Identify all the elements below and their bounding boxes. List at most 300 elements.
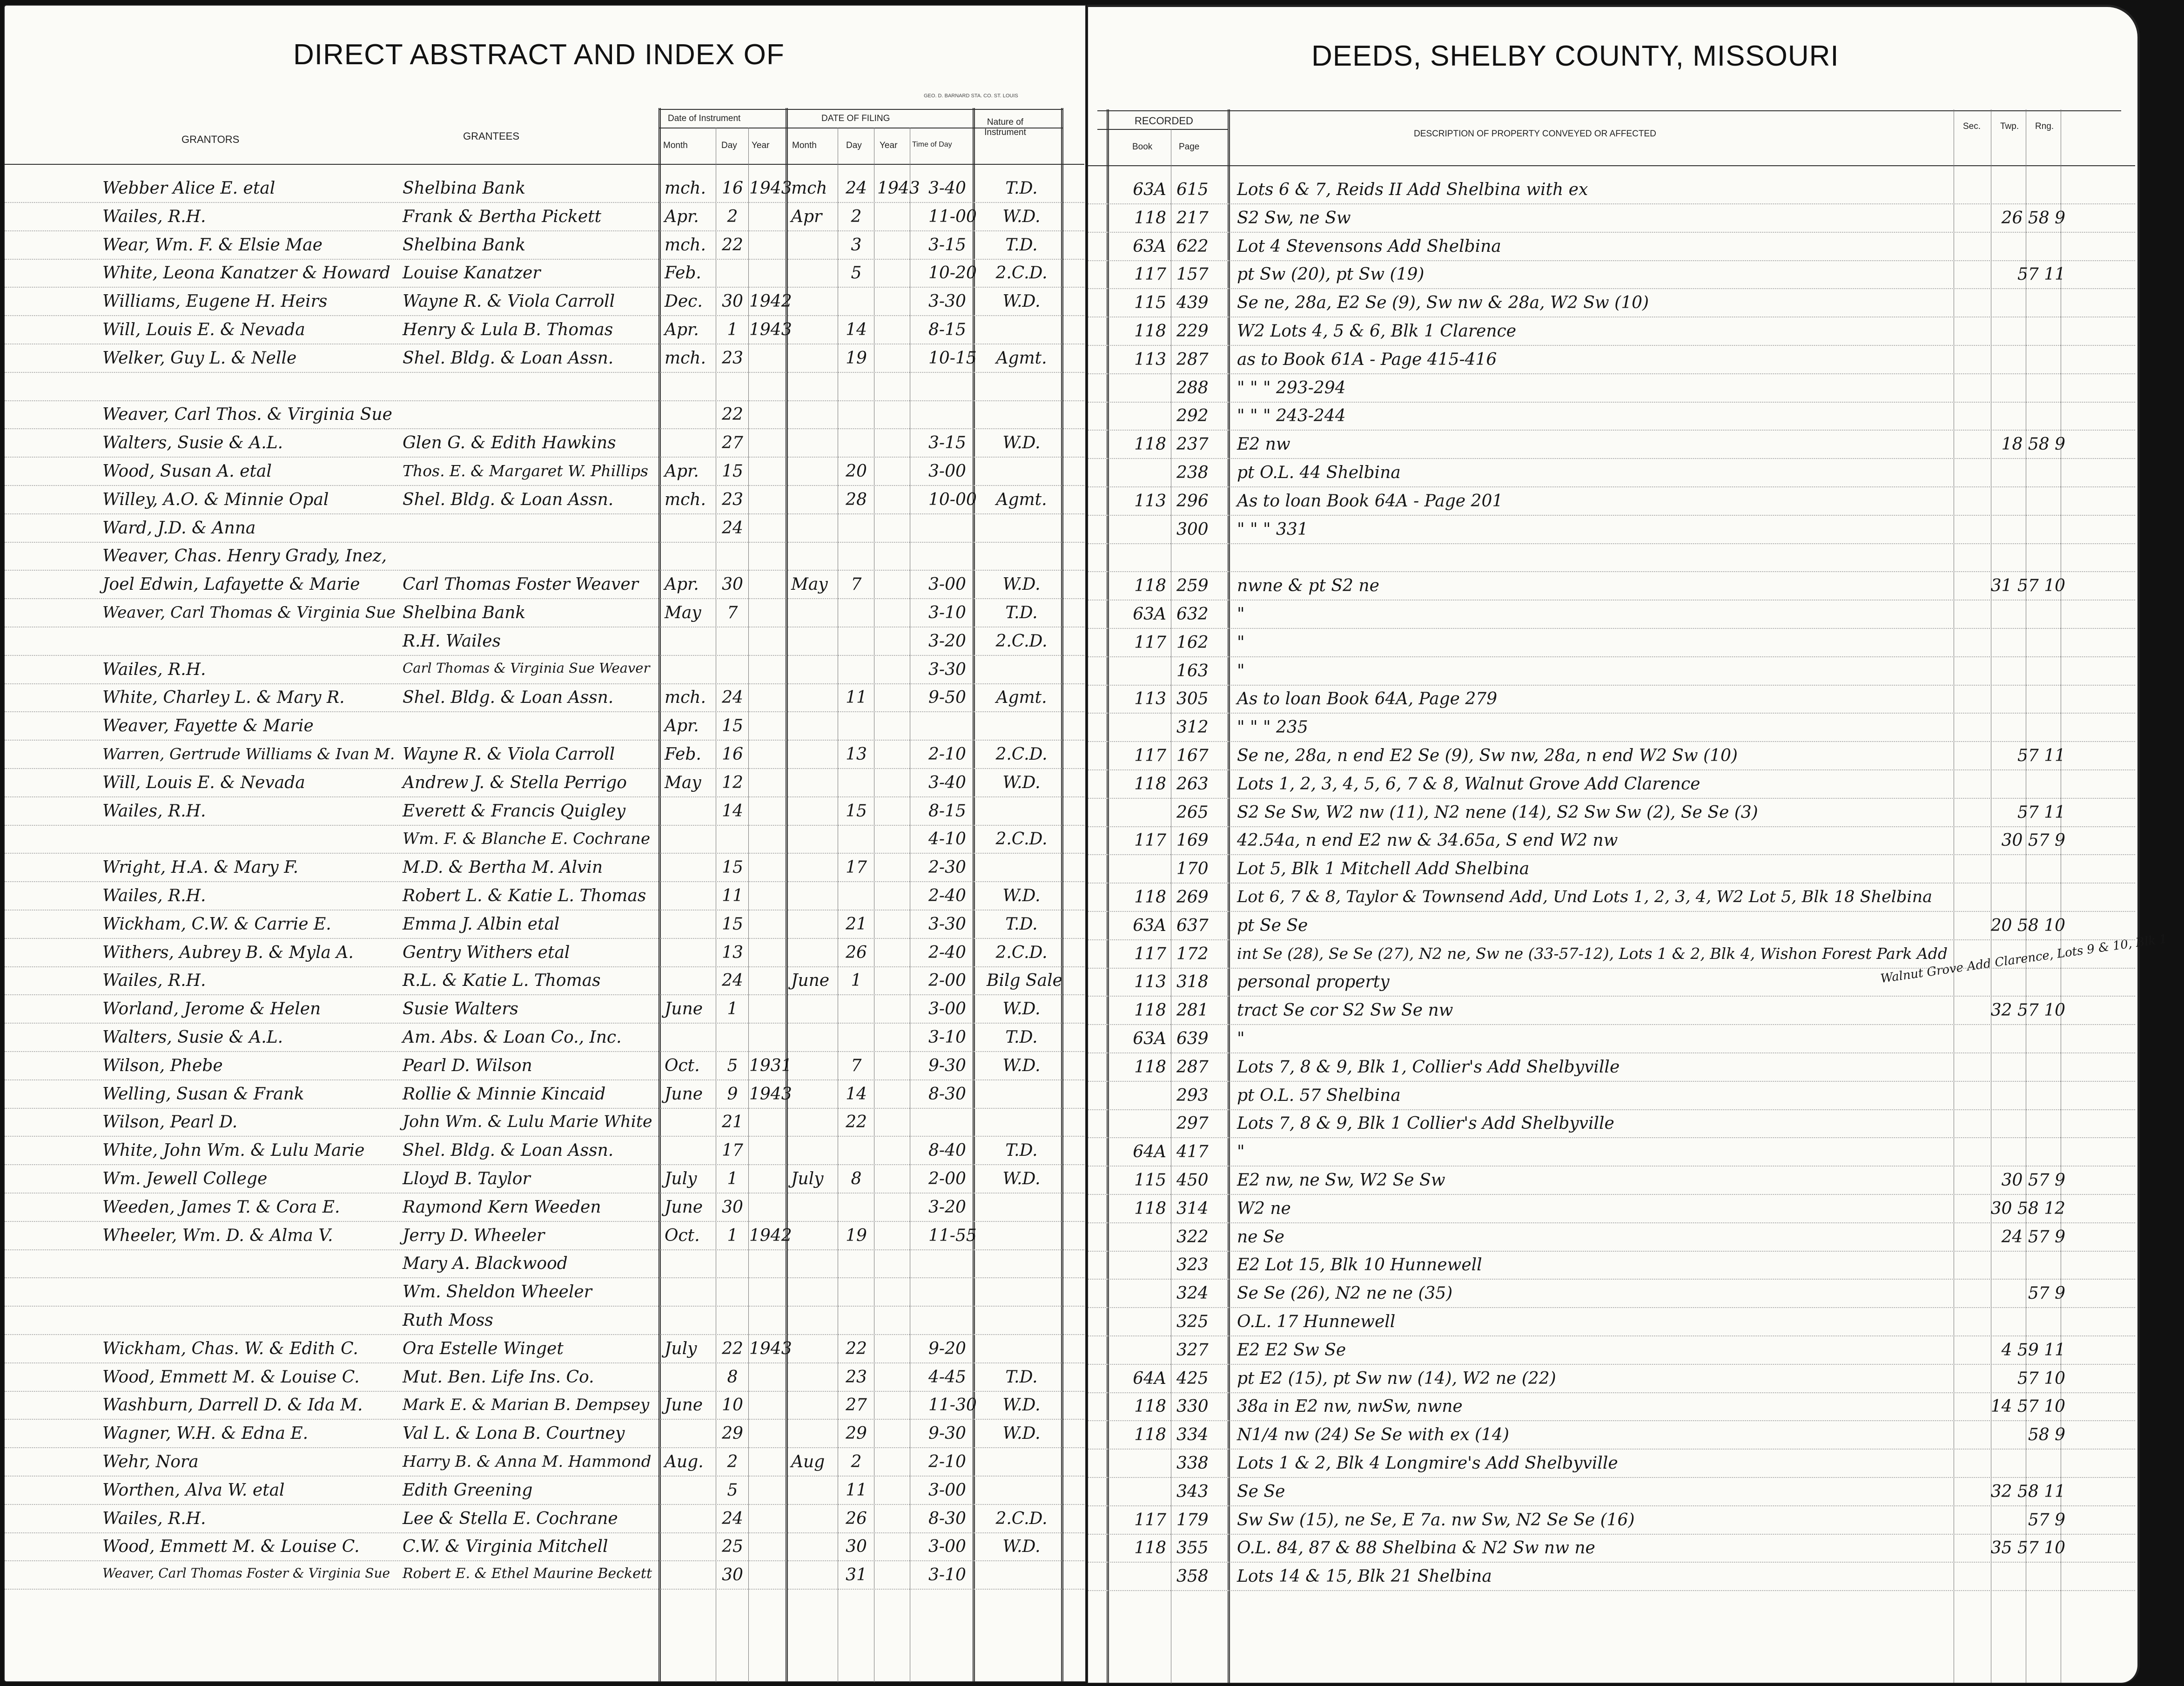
row-rule [5,570,1084,571]
row-rule [1088,1222,2135,1223]
row-rule [5,683,1084,684]
instrument-nature: W.D. [1002,1537,1041,1557]
row-rule [1088,458,2135,459]
grantee-name: Wm. F. & Blanche E. Cochrane [403,830,651,849]
grantor-name: Weaver, Chas. Henry Grady, Inez, [102,546,387,566]
sec-twp-rng: 32 58 11 [1990,1482,2065,1501]
grantor-name: Wailes, R.H. [102,886,206,905]
filing-time: 4-45 [928,1367,966,1387]
recorded-book: 113 [1134,350,1166,369]
row-rule [5,655,1084,656]
filing-time: 3-30 [928,660,966,679]
filing-day: 27 [846,1396,867,1415]
recorded-page: 217 [1176,208,1209,228]
recorded-book: 117 [1134,944,1166,964]
col-header-sec: Sec. [1963,121,1981,131]
col-header-month-1: Month [663,141,688,150]
filing-day: 19 [846,348,867,368]
instrument-day: 22 [722,405,743,425]
filing-time: 3-00 [928,999,966,1019]
property-description: E2 E2 Sw Se [1237,1340,1346,1360]
filing-day: 22 [846,1113,867,1132]
filing-day: 22 [846,1339,867,1358]
row-rule [1088,1194,2135,1195]
grantee-name: Louise Kanatzer [403,263,541,283]
instrument-month: June [665,1396,703,1415]
filing-day: 5 [851,263,862,283]
filing-time: 3-40 [928,179,966,198]
recorded-page: 287 [1176,1057,1209,1077]
row-rule [5,1277,1084,1278]
property-description: " " " 331 [1237,519,1308,539]
instrument-nature: Bilg Sale [987,971,1062,991]
instrument-month: May [665,603,701,622]
instrument-month: mch. [665,235,706,255]
property-description: Lot 5, Blk 1 Mitchell Add Shelbina [1237,859,1530,879]
col-header-nature: Nature of Instrument [984,117,1026,137]
recorded-page: 163 [1176,661,1209,681]
sec-twp-rng: 4 59 11 [2001,1340,2065,1360]
instrument-day: 12 [722,773,743,792]
grantee-name: Gentry Withers etal [403,943,570,962]
filing-day: 7 [851,1056,862,1075]
instrument-nature: W.D. [1002,1424,1041,1443]
grantor-name: Washburn, Darrell D. & Ida M. [102,1396,363,1415]
row-rule [5,1221,1084,1222]
instrument-day: 24 [722,1509,743,1528]
filing-day: 31 [846,1565,867,1585]
row-rule [5,542,1084,543]
filing-time: 8-15 [928,801,966,821]
row-rule [1088,713,2135,714]
recorded-page: 632 [1176,605,1209,624]
grantor-name: Weaver, Carl Thomas & Virginia Sue [102,603,396,622]
instrument-day: 1 [727,1169,738,1188]
recorded-page: 325 [1176,1312,1209,1331]
row-rule [5,315,1084,316]
filing-month: Aug [791,1452,825,1471]
instrument-nature: Agmt. [996,490,1047,509]
recorded-page: 355 [1176,1538,1209,1558]
row-rule [5,1108,1084,1109]
row-rule [1088,1081,2135,1082]
recorded-book: 117 [1134,746,1166,765]
filing-day: 30 [846,1537,867,1557]
row-rule [1088,769,2135,770]
property-description: ne Se [1237,1227,1284,1247]
row-rule [1088,1364,2135,1365]
sec-twp-rng: 20 58 10 [1990,916,2065,935]
instrument-month: June [665,1197,703,1217]
row-rule [1088,1307,2135,1308]
right-page [1087,5,2168,1684]
filing-time: 8-15 [928,320,966,339]
sec-twp-rng: 30 58 12 [1990,1199,2065,1218]
sec-twp-rng: 57 9 [2028,1284,2065,1303]
property-description: Lots 7, 8 & 9, Blk 1 Collier's Add Shelbyville [1237,1114,1614,1133]
row-rule [1088,402,2135,403]
grantor-name: Wickham, C.W. & Carrie E. [102,914,331,934]
recorded-book: 118 [1134,1199,1166,1218]
recorded-book: 63A [1133,605,1166,624]
grantor-name: Weaver, Carl Thomas Foster & Virginia Sue [102,1565,390,1581]
row-rule [5,711,1084,712]
property-description: pt Sw (20), pt Sw (19) [1237,265,1425,284]
instrument-nature: T.D. [1005,179,1038,198]
r-header-rule-top [1097,110,2121,111]
grantee-name: Everett & Francis Quigley [403,801,626,821]
instrument-day: 1 [727,999,738,1019]
printer-note: GEO. D. BARNARD STA. CO. ST. LOUIS [924,93,1018,99]
sec-twp-rng: 35 57 10 [1990,1538,2065,1558]
sec-twp-rng: 57 11 [2017,265,2065,284]
property-description: " [1237,661,1245,681]
recorded-page: 358 [1176,1567,1209,1586]
row-rule [1088,203,2135,204]
recorded-page: 269 [1176,888,1209,907]
property-description: 42.54a, n end E2 nw & 34.65a, S end W2 nw [1237,831,1618,850]
recorded-page: 338 [1176,1454,1209,1473]
recorded-book: 117 [1134,831,1166,850]
recorded-page: 639 [1176,1029,1209,1048]
grantor-name: Webber Alice E. etal [102,179,276,198]
filing-day: 14 [846,320,867,339]
row-rule [5,1023,1084,1024]
instrument-year: 1943 [749,179,792,198]
grantor-name: Wickham, Chas. W. & Edith C. [102,1339,358,1358]
sec-twp-rng: 24 57 9 [2001,1227,2065,1247]
property-description: personal property [1237,972,1390,992]
recorded-page: 263 [1176,774,1209,794]
property-description: Lot 6, 7 & 8, Taylor & Townsend Add, Und Lots 1, 2, 3, 4, W2 Lot 5, Blk 18 Shelbina [1237,888,1933,906]
grantor-name: Wehr, Nora [102,1452,199,1471]
grantor-name: White, Leona Kanatzer & Howard [102,263,390,283]
filing-month: Apr [791,207,822,226]
row-rule [1088,628,2135,629]
instrument-month: Oct. [665,1056,700,1075]
sec-twp-rng: 58 9 [2028,1425,2065,1445]
grantor-name: Wear, Wm. F. & Elsie Mae [102,235,323,255]
sec-twp-rng: 32 57 10 [1990,1001,2065,1020]
row-rule [5,796,1084,797]
grantee-name: Carl Thomas & Virginia Sue Weaver [403,660,650,676]
recorded-page: 170 [1176,859,1209,879]
instrument-nature: W.D. [1002,1169,1041,1188]
grantor-name: Weaver, Fayette & Marie [102,716,314,736]
filing-time: 8-30 [928,1509,966,1528]
sec-twp-rng: 14 57 10 [1990,1397,2065,1416]
row-rule [5,853,1084,854]
row-rule [5,1362,1084,1363]
col-header-page: Page [1179,142,1200,152]
row-rule [1088,260,2135,261]
filing-day: 7 [851,575,862,594]
recorded-book: 118 [1134,322,1166,341]
row-rule [1088,543,2135,544]
filing-day: 28 [846,490,867,509]
row-rule [5,513,1084,514]
filing-day: 11 [846,1480,867,1500]
recorded-book: 117 [1134,1510,1166,1530]
filing-day: 21 [846,914,867,934]
instrument-month: mch. [665,348,706,368]
recorded-page: 265 [1176,803,1209,822]
filing-time: 8-30 [928,1084,966,1104]
sec-twp-rng: 57 9 [2028,1510,2065,1530]
grantor-name: Joel Edwin, Lafayette & Marie [102,575,360,594]
recorded-page: 172 [1176,944,1209,964]
instrument-nature: 2.C.D. [995,943,1048,962]
recorded-book: 118 [1134,1397,1166,1416]
property-description: Lots 6 & 7, Reids II Add Shelbina with ex [1237,180,1588,199]
recorded-page: 450 [1176,1171,1209,1190]
instrument-nature: Agmt. [996,348,1047,368]
instrument-nature: 2.C.D. [995,745,1048,764]
instrument-day: 15 [722,858,743,877]
filing-time: 10-20 [928,263,977,283]
grantee-name: Robert L. & Katie L. Thomas [403,886,646,905]
filing-time: 2-00 [928,971,966,991]
grantor-name: Worthen, Alva W. etal [102,1480,285,1500]
filing-year: 1943 [877,179,920,198]
grantee-name: Rollie & Minnie Kincaid [403,1084,606,1104]
recorded-book: 113 [1134,972,1166,992]
property-description: S2 Sw, ne Sw [1237,208,1351,228]
instrument-month: June [665,1084,703,1104]
instrument-day: 29 [722,1424,743,1443]
row-rule [1088,1109,2135,1110]
row-rule [5,372,1084,373]
filing-time: 3-00 [928,1480,966,1500]
grantor-name: Willey, A.O. & Minnie Opal [102,490,329,509]
instrument-day: 30 [722,1565,743,1585]
recorded-book: 115 [1134,293,1166,313]
row-rule [5,259,1084,260]
instrument-nature: W.D. [1002,292,1041,311]
instrument-nature: 2.C.D. [995,1509,1048,1528]
instrument-day: 8 [727,1367,738,1387]
grantee-name: Wayne R. & Viola Carroll [403,745,615,764]
recorded-page: 259 [1176,576,1209,596]
r-header-rule-bottom [1088,165,2135,166]
row-rule [1088,232,2135,233]
col-header-month-2: Month [792,141,817,150]
recorded-book: 63A [1133,236,1166,256]
row-rule [1088,1590,2135,1591]
instrument-month: mch. [665,179,706,198]
row-rule [5,485,1084,486]
grantee-name: Henry & Lula B. Thomas [403,320,613,339]
row-rule [5,230,1084,231]
grantee-name: Ora Estelle Winget [403,1339,564,1358]
grantee-name: Harry B. & Anna M. Hammond [403,1452,652,1471]
row-rule [5,428,1084,429]
recorded-page: 238 [1176,463,1209,482]
row-rule [5,768,1084,769]
recorded-page: 296 [1176,491,1209,511]
grantor-name: Wilson, Phebe [102,1056,223,1075]
property-description: W2 Lots 4, 5 & 6, Blk 1 Clarence [1237,322,1516,341]
left-page [4,5,1086,1682]
filing-time: 9-30 [928,1056,966,1075]
instrument-month: Apr. [665,207,699,226]
recorded-book: 63A [1133,916,1166,935]
filing-time: 3-10 [928,603,966,622]
instrument-year: 1942 [749,292,792,311]
instrument-day: 10 [722,1396,743,1415]
sec-twp-rng: 31 57 10 [1990,576,2065,596]
instrument-day: 27 [722,433,743,453]
instrument-year: 1931 [749,1056,792,1075]
grantee-name: Mut. Ben. Life Ins. Co. [403,1367,594,1387]
grantee-name: R.L. & Katie L. Thomas [403,971,601,991]
instrument-month: Dec. [665,292,703,311]
property-description: " [1237,633,1245,652]
property-description: O.L. 84, 87 & 88 Shelbina & N2 Sw nw ne [1237,1538,1595,1558]
col-header-time: Time of Day [912,141,952,148]
filing-time: 9-30 [928,1424,966,1443]
sec-twp-rng: 18 58 9 [2001,435,2065,454]
grantee-name: Jerry D. Wheeler [403,1226,545,1245]
instrument-day: 15 [722,462,743,481]
filing-day: 20 [846,462,867,481]
grantor-name: Will, Louis E. & Nevada [102,773,305,792]
property-description: W2 ne [1237,1199,1291,1218]
recorded-book: 117 [1134,265,1166,284]
instrument-nature: W.D. [1002,1396,1041,1415]
grantor-name: Wilson, Pearl D. [102,1113,238,1132]
instrument-day: 5 [727,1056,738,1075]
col-header-grantors: GRANTORS [181,134,240,145]
filing-day: 24 [846,179,867,198]
recorded-page: 334 [1176,1425,1209,1445]
grantee-name: Shel. Bldg. & Loan Assn. [403,490,614,509]
instrument-month: Aug. [665,1452,704,1471]
row-rule [5,881,1084,882]
instrument-month: Apr. [665,462,699,481]
grantor-name: Wm. Jewell College [102,1169,268,1188]
recorded-page: 439 [1176,293,1209,313]
grantee-name: Shelbina Bank [403,179,526,198]
recorded-page: 312 [1176,718,1209,737]
instrument-nature: T.D. [1005,914,1038,934]
grantee-name: Mary A. Blackwood [403,1254,568,1274]
recorded-book: 118 [1134,1057,1166,1077]
property-description: pt O.L. 57 Shelbina [1237,1086,1401,1105]
grantee-name: Lloyd B. Taylor [403,1169,531,1188]
filing-month: mch [791,179,827,198]
row-rule [1088,1477,2135,1478]
col-header-year-1: Year [752,141,770,150]
grantor-name: Wood, Susan A. etal [102,462,272,481]
grantee-name: Glen G. & Edith Hawkins [403,433,616,453]
filing-time: 9-20 [928,1339,966,1358]
property-description: E2 nw [1237,435,1290,454]
row-rule [1088,1449,2135,1450]
col-header-rng: Rng. [2035,121,2054,131]
grantee-name: Edith Greening [403,1480,533,1500]
grantee-name: Robert E. & Ethel Maurine Beckett [403,1565,652,1582]
grantee-name: Ruth Moss [403,1311,493,1330]
grantor-name: Walters, Susie & A.L. [102,433,283,453]
row-rule [5,1249,1084,1250]
row-rule [5,1447,1084,1448]
row-rule [5,1560,1084,1561]
grantor-name: Wright, H.A. & Mary F. [102,858,299,877]
grantor-name: Wagner, W.H. & Edna E. [102,1424,309,1443]
recorded-page: 343 [1176,1482,1209,1501]
instrument-day: 9 [727,1084,738,1104]
instrument-day: 30 [722,1197,743,1217]
instrument-month: mch. [665,490,706,509]
instrument-day: 22 [722,1339,743,1358]
filing-time: 3-15 [928,433,966,453]
row-rule [5,1306,1084,1307]
filing-time: 3-00 [928,462,966,481]
filing-time: 3-30 [928,292,966,311]
row-rule [5,1391,1084,1392]
grantor-name: Wheeler, Wm. D. & Alma V. [102,1226,333,1245]
recorded-page: 322 [1176,1227,1209,1247]
row-rule [1088,515,2135,516]
instrument-nature: Agmt. [996,688,1047,708]
grantor-name: Welker, Guy L. & Nelle [102,348,297,368]
row-rule [5,1193,1084,1194]
instrument-day: 22 [722,235,743,255]
recorded-book: 118 [1134,1538,1166,1558]
grantor-name: Wood, Emmett M. & Louise C. [102,1367,360,1387]
recorded-page: 300 [1176,519,1209,539]
col-header-twp: Twp. [2000,121,2019,131]
instrument-nature: W.D. [1002,433,1041,453]
filing-day: 2 [851,1452,862,1471]
filing-time: 2-10 [928,745,966,764]
property-description: 38a in E2 nw, nwSw, nwne [1237,1397,1463,1416]
margin-note: Walnut Grove Add Clarence, Lots 9 & 10, Blk 1 [1879,931,2168,986]
property-description: pt O.L. 44 Shelbina [1237,463,1401,482]
filing-day: 23 [846,1367,867,1387]
recorded-page: 169 [1176,831,1209,850]
instrument-day: 13 [722,943,743,962]
filing-time: 8-40 [928,1141,966,1160]
filing-time: 2-40 [928,943,966,962]
instrument-nature: W.D. [1002,207,1041,226]
filing-time: 3-30 [928,914,966,934]
filing-day: 26 [846,1509,867,1528]
filing-month: May [791,575,828,594]
grantee-name: Thos. E. & Margaret W. Phillips [403,462,648,480]
row-rule [1088,685,2135,686]
instrument-day: 17 [722,1141,743,1160]
recorded-page: 292 [1176,406,1209,426]
filing-month: July [791,1169,824,1188]
row-rule [1088,1505,2135,1506]
row-rule [1088,939,2135,940]
row-rule [5,400,1084,401]
row-rule [1088,1166,2135,1167]
grantor-name: Wailes, R.H. [102,207,206,226]
grantee-name: Wayne R. & Viola Carroll [403,292,615,311]
filing-time: 3-10 [928,1028,966,1047]
grantee-name: R.H. Wailes [403,631,501,651]
grantor-name: Wailes, R.H. [102,801,206,821]
row-rule [1088,1137,2135,1138]
grantee-name: Emma J. Albin etal [403,914,560,934]
instrument-month: Oct. [665,1226,700,1245]
filing-time: 11-30 [928,1396,977,1415]
recorded-book: 118 [1134,1001,1166,1020]
grantee-name: M.D. & Bertha M. Alvin [403,858,603,877]
